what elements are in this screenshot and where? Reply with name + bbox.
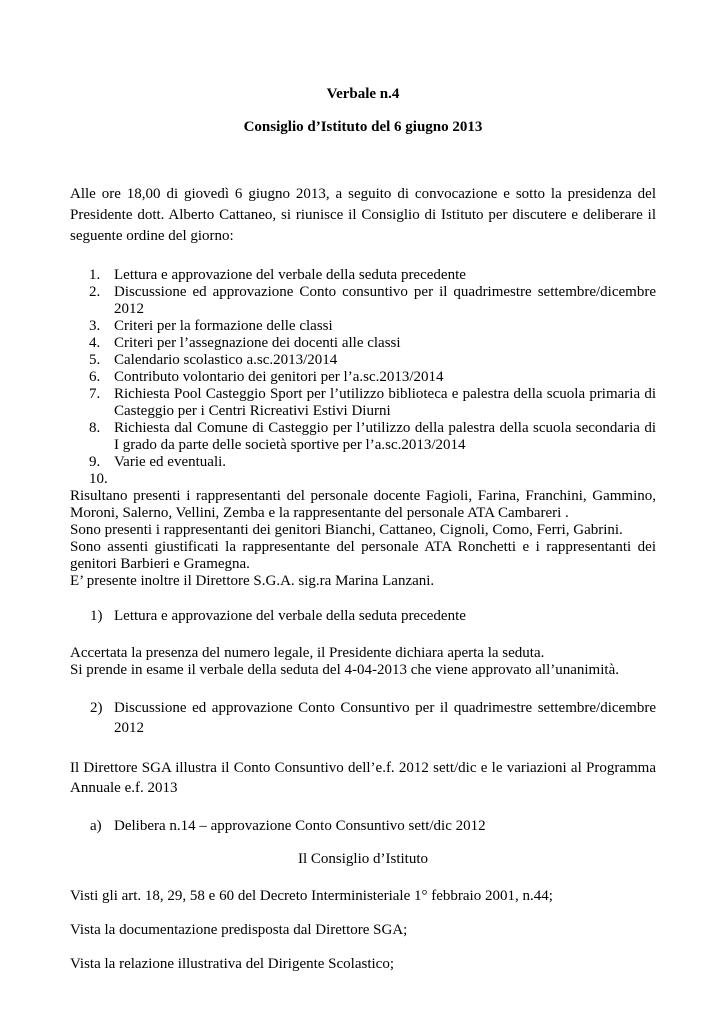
agenda-item-number: 6. xyxy=(89,369,101,385)
agenda-item xyxy=(89,386,656,420)
section-1-title: Lettura e approvazione del verbale della seduta precedente xyxy=(114,608,466,624)
agenda-item-text: Criteri per l’assegnazione dei docenti alle classi xyxy=(114,335,401,351)
attendance-direttore: E’ presente inoltre il Direttore S.G.A. sig.ra Marina Lanzani. xyxy=(70,573,435,589)
agenda-item-number: 9. xyxy=(89,454,101,470)
agenda-item-text: Calendario scolastico a.sc.2013/2014 xyxy=(114,352,338,368)
document-page xyxy=(70,86,656,973)
section-2-heading xyxy=(70,698,656,738)
agenda-item xyxy=(89,352,656,369)
agenda-item-text: Discussione ed approvazione Conto consuntivo per il quadrimestre settembre/dicembre 2012 xyxy=(114,284,656,317)
delibera-heading xyxy=(70,818,656,835)
agenda-item-text: Richiesta dal Comune di Casteggio per l’utilizzo della palestra della scuola secondaria di I grado da parte delle società sportive per l’a.sc.2013/2014 xyxy=(114,420,656,453)
agenda-item-number: 1. xyxy=(89,267,101,283)
agenda-item-text: Lettura e approvazione del verbale della seduta precedente xyxy=(114,267,466,283)
agenda-item xyxy=(89,335,656,352)
agenda-item xyxy=(89,454,656,471)
vista-relazione: Vista la relazione illustrativa del Dirigente Scolastico; xyxy=(70,956,394,972)
document-subtitle: Consiglio d’Istituto del 6 giugno 2013 xyxy=(243,119,483,135)
agenda-item xyxy=(89,318,656,335)
agenda-item-text: Varie ed eventuali. xyxy=(114,454,227,470)
section-1-number: 1) xyxy=(90,608,103,624)
document-title: Verbale n.4 xyxy=(326,86,400,102)
visti-decree: Visti gli art. 18, 29, 58 e 60 del Decreto Interministeriale 1° febbraio 2001, n.44; xyxy=(70,888,553,904)
section-2-number: 2) xyxy=(90,700,103,716)
agenda-item-number: 2. xyxy=(89,284,101,300)
attendance-genitori: Sono presenti i rappresentanti dei genitori Bianchi, Cattaneo, Cignoli, Como, Ferri, Gabrini. xyxy=(70,522,623,538)
agenda-item xyxy=(89,471,656,488)
section-2-text: Il Direttore SGA illustra il Conto Consuntivo dell’e.f. 2012 sett/dic e le variazioni al Programma Annuale e.f. 2013 xyxy=(70,760,656,796)
agenda-list xyxy=(70,267,656,488)
agenda-item-number: 8. xyxy=(89,420,101,436)
agenda-item-number: 3. xyxy=(89,318,101,334)
agenda-item-text: Contributo volontario dei genitori per l’a.sc.2013/2014 xyxy=(114,369,444,385)
agenda-item-text: Criteri per la formazione delle classi xyxy=(114,318,333,334)
agenda-item-number: 7. xyxy=(89,386,101,402)
agenda-item-number: 5. xyxy=(89,352,101,368)
intro-paragraph: Alle ore 18,00 di giovedì 6 giugno 2013, a seguito di convocazione e sotto la presidenza del Presidente dott. Alberto Cattaneo, si riunisce il Consiglio di Istituto per discutere e deliberare il seguente ordine del giorno: xyxy=(70,186,656,244)
section-1-heading xyxy=(70,608,656,625)
agenda-item xyxy=(89,420,656,454)
delibera-number: a) xyxy=(90,818,102,834)
agenda-item-number: 10. xyxy=(89,471,108,487)
section-1-text-2: Si prende in esame il verbale della seduta del 4-04-2013 che viene approvato all’unanimità. xyxy=(70,662,619,678)
agenda-item-text: Richiesta Pool Casteggio Sport per l’utilizzo biblioteca e palestra della scuola primaria di Casteggio per i Centri Ricreativi Estivi Diurni xyxy=(114,386,656,419)
agenda-item xyxy=(89,267,656,284)
vista-documentazione: Vista la documentazione predisposta dal Direttore SGA; xyxy=(70,922,408,938)
attendance-assenti: Sono assenti giustificati la rappresentante del personale ATA Ronchetti e i rappresentanti dei genitori Barbieri e Gramegna. xyxy=(70,539,656,572)
attendance-docenti: Risultano presenti i rappresentanti del personale docente Fagioli, Farina, Franchini, Gammino, Moroni, Salerno, Vellini, Zemba e la rappresentante del personale ATA Cambareri . xyxy=(70,488,656,521)
agenda-item xyxy=(89,369,656,386)
council-heading: Il Consiglio d’Istituto xyxy=(297,851,428,867)
section-1-text-1: Accertata la presenza del numero legale, il Presidente dichiara aperta la seduta. xyxy=(70,645,545,661)
section-2-title: Discussione ed approvazione Conto Consuntivo per il quadrimestre settembre/dicembre 2012 xyxy=(114,700,656,736)
agenda-item-number: 4. xyxy=(89,335,101,351)
delibera-title: Delibera n.14 – approvazione Conto Consuntivo sett/dic 2012 xyxy=(114,818,486,834)
agenda-item xyxy=(89,284,656,318)
